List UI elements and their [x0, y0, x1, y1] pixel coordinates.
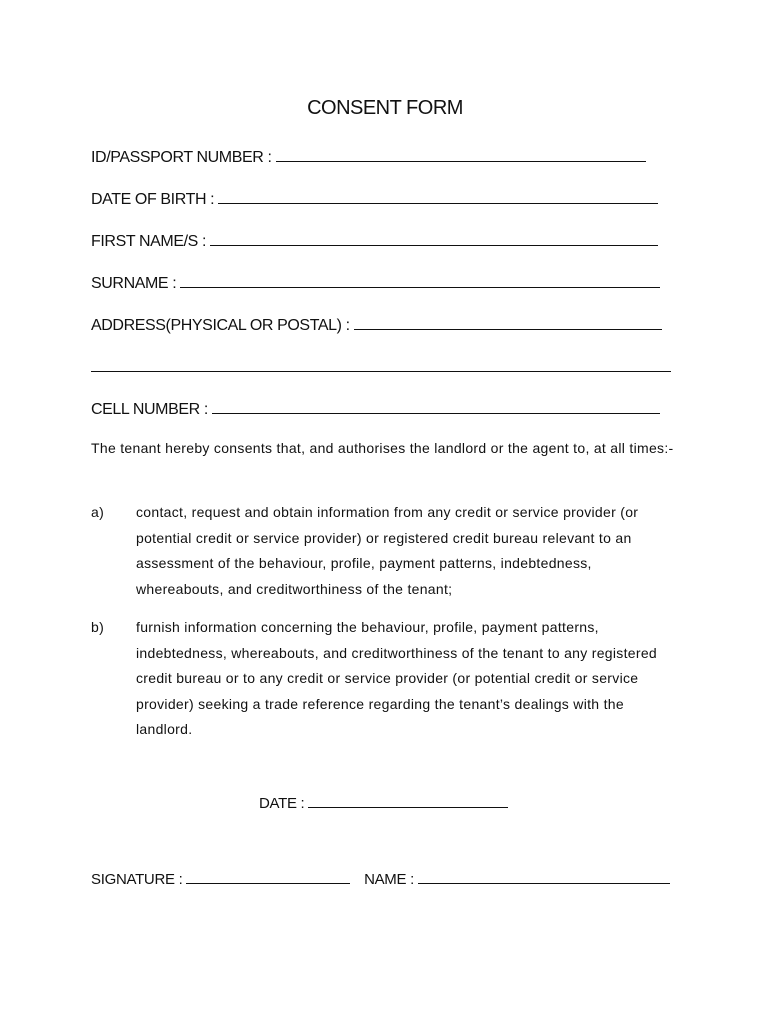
clause-a-marker: a)	[91, 504, 105, 520]
address-label: ADDRESS(PHYSICAL OR POSTAL) :	[91, 317, 350, 334]
name-label: NAME :	[364, 871, 414, 888]
surname-field	[91, 273, 660, 293]
id-passport-label: ID/PASSPORT NUMBER :	[91, 149, 272, 166]
cell-number-label: CELL NUMBER :	[91, 401, 208, 418]
first-names-field	[91, 231, 658, 251]
date-blank[interactable]	[308, 793, 508, 808]
date-of-birth-field	[91, 189, 658, 209]
signature-label: SIGNATURE :	[91, 871, 183, 888]
address-field	[91, 315, 662, 335]
id-passport-field	[91, 147, 646, 167]
address-continuation-field	[91, 357, 671, 377]
date-of-birth-blank[interactable]	[218, 189, 658, 204]
clause-b-text: furnish information concerning the behaviour, profile, payment patterns, indebtedness, whereabouts, and creditworthiness of the tenant to any registered credit bureau or to any credit or service provider (or potential credit or service provider) seeking a trade reference regarding the tenant’s dealings with the landlord.	[136, 619, 658, 737]
first-names-label: FIRST NAME/S :	[91, 233, 207, 250]
first-names-blank[interactable]	[210, 231, 658, 246]
signature-row	[91, 869, 670, 888]
consent-intro: The tenant hereby consents that, and authorises the landlord or the agent to, at all times:-	[91, 440, 674, 456]
address-blank-line-2[interactable]	[91, 357, 671, 372]
date-label: DATE :	[259, 795, 305, 812]
form-title: CONSENT FORM	[307, 97, 463, 119]
clause-a	[91, 500, 681, 602]
cell-number-blank[interactable]	[212, 399, 660, 414]
clause-b	[91, 615, 681, 743]
address-blank-line-1[interactable]	[354, 315, 662, 330]
clause-a-text: contact, request and obtain information from any credit or service provider (or potential credit or service provider) or registered credit bureau relevant to an assessment of the behaviour, profile, payment patterns, indebtedness, whereabouts, and creditworthiness of the tenant;	[136, 504, 639, 597]
cell-number-field	[91, 399, 660, 419]
date-of-birth-label: DATE OF BIRTH :	[91, 191, 215, 208]
surname-blank[interactable]	[180, 273, 660, 288]
signature-blank[interactable]	[186, 869, 350, 884]
id-passport-blank[interactable]	[276, 147, 646, 162]
name-blank[interactable]	[418, 869, 670, 884]
surname-label: SURNAME :	[91, 275, 177, 292]
clause-b-marker: b)	[91, 619, 105, 635]
date-field	[259, 793, 508, 812]
